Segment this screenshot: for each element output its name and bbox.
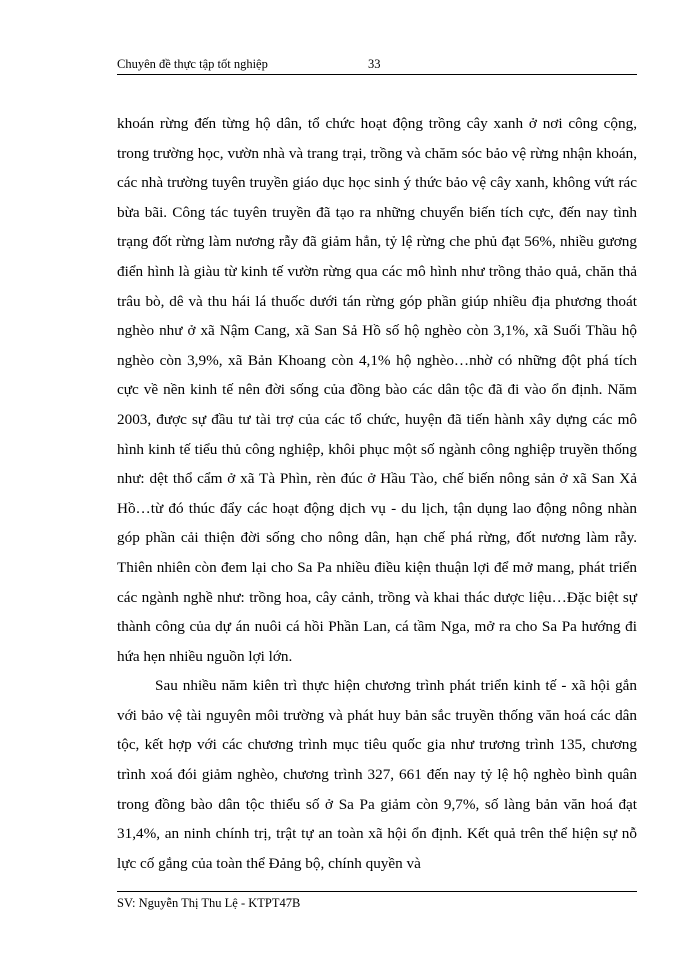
body-text	[117, 109, 637, 878]
page-number: 33	[368, 57, 381, 71]
author-line: SV: Nguyễn Thị Thu Lệ - KTPT47B	[117, 896, 301, 910]
paragraph-2: Sau nhiều năm kiên trì thực hiện chương trình phát triển kinh tế - xã hội gắn với bảo vệ tài nguyên môi trường và phát huy bản sắc truyền thống văn hoá các dân tộc, kết hợp với các chương trình mục tiêu quốc gia như trương trình 135, chương trình xoá đói giảm nghèo, chương trình 327, 661 đến nay tỷ lệ hộ nghèo bình quân trong đồng bào dân tộc thiểu số ở Sa Pa giảm còn 9,7%, số làng bản văn hoá đạt 31,4%, an ninh chính trị, trật tự an toàn xã hội ổn định. Kết quả trên thể hiện sự nỗ lực cố gắng của toàn thể Đảng bộ, chính quyền và	[117, 677, 637, 872]
page-header	[117, 56, 637, 75]
page-footer	[117, 891, 637, 911]
document-title: Chuyên đề thực tập tốt nghiệp	[117, 57, 268, 71]
paragraph-1: khoán rừng đến từng hộ dân, tổ chức hoạt động trồng cây xanh ở nơi công cộng, trong trường học, vườn nhà và trang trại, trồng và chăm sóc bảo vệ rừng nhận khoán, các nhà trường tuyên truyền giáo dục học sinh ý thức bảo vệ cây xanh, không vứt rác bừa bãi. Công tác tuyên truyền đã tạo ra những chuyển biến tích cực, đến nay tình trạng đốt rừng làm nương rẫy đã giảm hẳn, tỷ lệ rừng che phủ đạt 56%, nhiều gương điển hình là giàu từ kinh tế vườn rừng qua các mô hình như trồng thảo quả, chăn thả trâu bò, dê và thu hái lá thuốc dưới tán rừng góp phần giúp nhiều địa phương thoát nghèo như ở xã Nậm Cang, xã San Sả Hồ số hộ nghèo còn 3,1%, xã Suối Thầu hộ nghèo còn 3,9%, xã Bản Khoang còn 4,1% hộ nghèo…nhờ có những đột phá tích cực về nền kinh tế nên đời sống của đồng bào các dân tộc đã đi vào ổn định. Năm 2003, được sự đầu tư tài trợ của các tổ chức, huyện đã tiến hành xây dựng các mô hình kinh tế tiểu thủ công nghiệp, khôi phục một số ngành công nghiệp truyền thống như: dệt thổ cẩm ở xã Tà Phìn, rèn đúc ở Hầu Tào, chế biến nông sản ở xã San Xả Hồ…từ đó thúc đẩy các hoạt động dịch vụ - du lịch, tận dụng lao động nông nhàn góp phần cải thiện đời sống cho nông dân, hạn chế phá rừng, đốt nương làm rẫy. Thiên nhiên còn đem lại cho Sa Pa nhiều điều kiện thuận lợi để mở mang, phát triển các ngành nghề như: trồng hoa, cây cảnh, trồng và khai thác dược liệu…Đặc biệt sự thành công của dự án nuôi cá hồi Phần Lan, cá tầm Nga, mở ra cho Sa Pa hướng đi hứa hẹn nhiều nguồn lợi lớn.	[117, 115, 637, 665]
